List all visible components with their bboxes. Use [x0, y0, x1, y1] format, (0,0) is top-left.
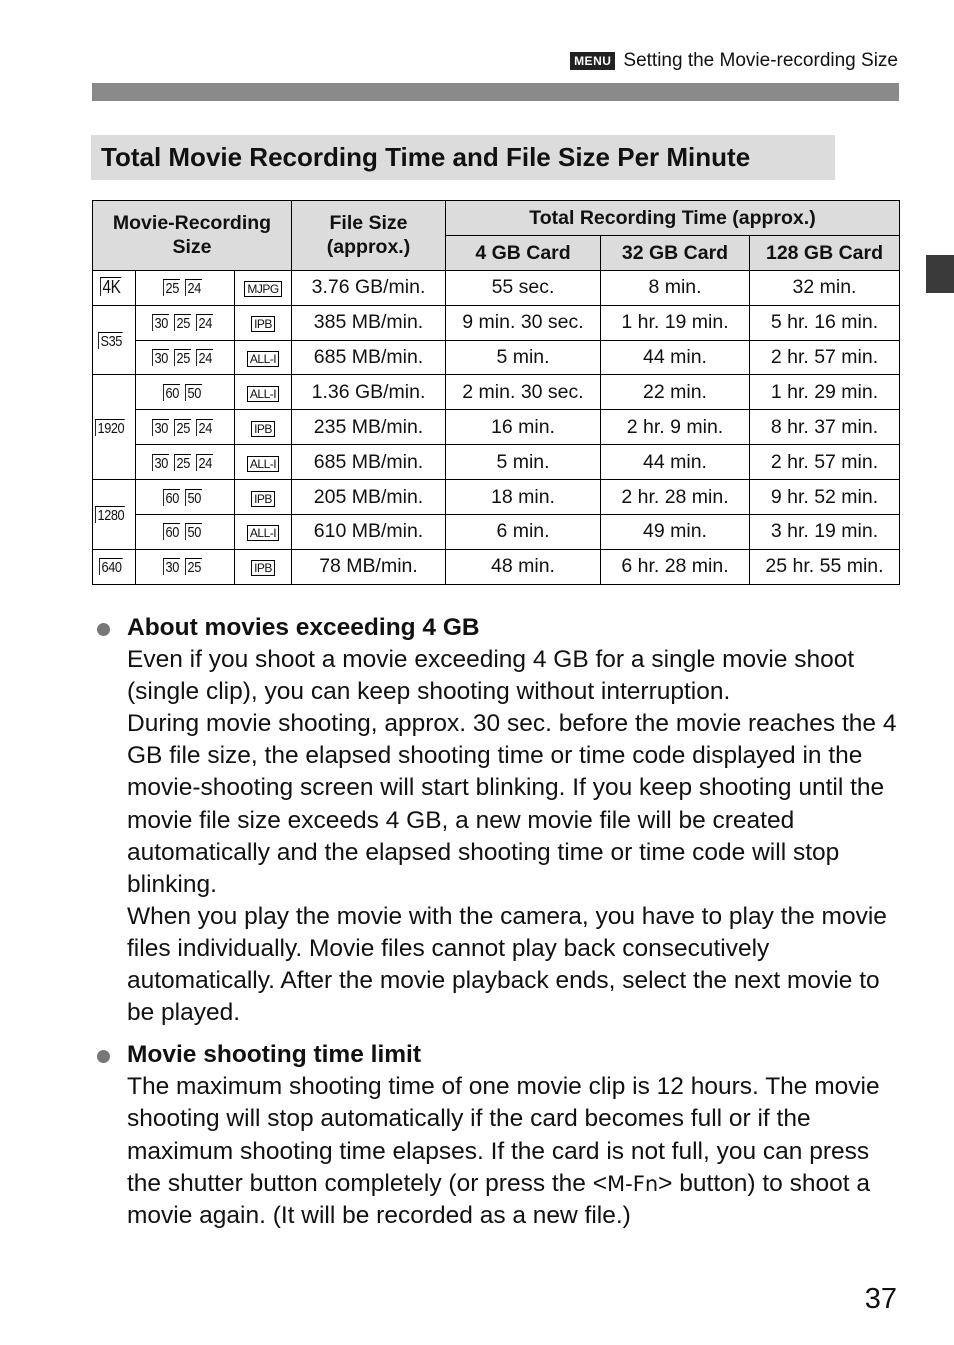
mjpg-icon: MJPG	[244, 281, 281, 297]
fps-30-icon: 30	[152, 419, 169, 436]
fps-60-icon: 60	[163, 523, 180, 540]
size-s35-icon: S35	[98, 332, 123, 349]
time-128gb-cell: 5 hr. 16 min.	[750, 305, 900, 340]
table-row	[93, 340, 900, 375]
table-row	[93, 305, 900, 340]
file-size-cell: 685 MB/min.	[292, 445, 446, 480]
time-128gb-cell: 9 hr. 52 min.	[750, 480, 900, 515]
note-4gb	[95, 612, 905, 1029]
running-header	[570, 50, 898, 72]
table-row	[93, 410, 900, 445]
header-32gb: 32 GB Card	[601, 235, 750, 270]
table-row	[93, 375, 900, 410]
time-32gb-cell: 8 min.	[601, 270, 750, 305]
fps-25-icon: 25	[174, 349, 191, 366]
time-32gb-cell: 44 min.	[601, 445, 750, 480]
time-128gb-cell: 32 min.	[750, 270, 900, 305]
time-4gb-cell: 48 min.	[446, 549, 601, 584]
file-size-cell: 235 MB/min.	[292, 410, 446, 445]
file-size-cell: 610 MB/min.	[292, 515, 446, 550]
all-i-icon: ALL-I	[247, 456, 279, 472]
file-size-cell: 1.36 GB/min.	[292, 375, 446, 410]
table-row	[93, 480, 900, 515]
time-128gb-cell: 3 hr. 19 min.	[750, 515, 900, 550]
header-title: Setting the Movie-recording Size	[623, 50, 898, 71]
fps-25-icon: 25	[163, 279, 180, 296]
size-4k-icon: 4K	[100, 277, 121, 296]
fps-30-icon: 30	[152, 454, 169, 471]
time-32gb-cell: 49 min.	[601, 515, 750, 550]
fps-25-icon: 25	[185, 558, 202, 575]
fps-50-icon: 50	[185, 384, 202, 401]
time-4gb-cell: 5 min.	[446, 340, 601, 375]
file-size-cell: 205 MB/min.	[292, 480, 446, 515]
note-paragraph: Even if you shoot a movie exceeding 4 GB for a single movie shoot (single clip), you can keep shooting without interruption.	[127, 646, 855, 706]
menu-icon: MENU	[570, 52, 615, 70]
fps-25-icon: 25	[174, 314, 191, 331]
chapter-tab	[926, 255, 954, 293]
size-1920-icon: 1920	[95, 419, 125, 436]
ipb-icon: IPB	[251, 560, 275, 576]
header-recording-size: Movie-Recording Size	[93, 201, 292, 271]
time-32gb-cell: 6 hr. 28 min.	[601, 549, 750, 584]
header-rule	[92, 83, 899, 101]
fps-60-icon: 60	[163, 489, 180, 506]
note-time-limit	[95, 1039, 905, 1232]
table-row	[93, 549, 900, 584]
fps-24-icon: 24	[196, 419, 213, 436]
time-4gb-cell: 6 min.	[446, 515, 601, 550]
time-32gb-cell: 22 min.	[601, 375, 750, 410]
time-32gb-cell: 2 hr. 9 min.	[601, 410, 750, 445]
table-row	[93, 270, 900, 305]
time-4gb-cell: 2 min. 30 sec.	[446, 375, 601, 410]
header-file-size: File Size (approx.)	[292, 201, 446, 271]
time-32gb-cell: 2 hr. 28 min.	[601, 480, 750, 515]
fps-24-icon: 24	[196, 314, 213, 331]
section-title: Total Movie Recording Time and File Size Per Minute	[91, 135, 835, 180]
fps-30-icon: 30	[163, 558, 180, 575]
time-128gb-cell: 1 hr. 29 min.	[750, 375, 900, 410]
ipb-icon: IPB	[251, 421, 275, 437]
time-32gb-cell: 44 min.	[601, 340, 750, 375]
table-row	[93, 445, 900, 480]
fps-24-icon: 24	[185, 279, 202, 296]
all-i-icon: ALL-I	[247, 525, 279, 541]
fps-24-icon: 24	[196, 454, 213, 471]
time-128gb-cell: 25 hr. 55 min.	[750, 549, 900, 584]
fps-30-icon: 30	[152, 349, 169, 366]
fps-25-icon: 25	[174, 419, 191, 436]
file-size-cell: 685 MB/min.	[292, 340, 446, 375]
fps-60-icon: 60	[163, 384, 180, 401]
fps-50-icon: 50	[185, 489, 202, 506]
bullet-icon	[97, 1050, 110, 1063]
file-size-cell: 385 MB/min.	[292, 305, 446, 340]
size-1280-icon: 1280	[95, 506, 125, 523]
file-size-cell: 3.76 GB/min.	[292, 270, 446, 305]
header-128gb: 128 GB Card	[750, 235, 900, 270]
notes	[95, 612, 905, 1242]
time-128gb-cell: 8 hr. 37 min.	[750, 410, 900, 445]
time-4gb-cell: 5 min.	[446, 445, 601, 480]
ipb-icon: IPB	[251, 491, 275, 507]
note-paragraph: During movie shooting, approx. 30 sec. before the movie reaches the 4 GB file size, the elapsed shooting time or time code displayed in the movie-shooting screen will start blinking. If you keep shooting until the movie file size exceeds 4 GB, a new movie file will be created automatically and the elapsed shooting time or time code will stop blinking.	[127, 710, 897, 898]
recording-table	[92, 200, 900, 585]
time-4gb-cell: 9 min. 30 sec.	[446, 305, 601, 340]
table-row	[93, 515, 900, 550]
file-size-cell: 78 MB/min.	[292, 549, 446, 584]
fps-24-icon: 24	[196, 349, 213, 366]
bullet-icon	[97, 623, 110, 636]
note-title: Movie shooting time limit	[127, 1041, 422, 1069]
time-4gb-cell: 18 min.	[446, 480, 601, 515]
time-4gb-cell: 16 min.	[446, 410, 601, 445]
time-4gb-cell: 55 sec.	[446, 270, 601, 305]
fps-30-icon: 30	[152, 314, 169, 331]
time-128gb-cell: 2 hr. 57 min.	[750, 445, 900, 480]
note-paragraph: When you play the movie with the camera, you have to play the movie files individually. Movie files cannot play back consecutively automatically. After the movie playback ends, select the next movie to be played.	[127, 902, 887, 1027]
all-i-icon: ALL-I	[247, 386, 279, 402]
note-title: About movies exceeding 4 GB	[127, 614, 480, 641]
time-128gb-cell: 2 hr. 57 min.	[750, 340, 900, 375]
time-32gb-cell: 1 hr. 19 min.	[601, 305, 750, 340]
header-4gb: 4 GB Card	[446, 235, 601, 270]
page-number: 37	[864, 1283, 897, 1315]
size-640-icon: 640	[99, 558, 122, 575]
fps-25-icon: 25	[174, 454, 191, 471]
fps-50-icon: 50	[185, 523, 202, 540]
ipb-icon: IPB	[251, 316, 275, 332]
note-paragraph: The maximum shooting time of one movie clip is 12 hours. The movie shooting will stop automatically if the card becomes full or if the maximum shooting time elapses. If the card is not full, you can press the shutter button completely (or press the <M-Fn> button) to shoot a movie again. (It will be recorded as a new file.)	[127, 1073, 880, 1229]
header-total-time: Total Recording Time (approx.)	[446, 201, 900, 236]
all-i-icon: ALL-I	[247, 351, 279, 367]
m-fn-button-icon: M-Fn	[607, 1171, 659, 1196]
